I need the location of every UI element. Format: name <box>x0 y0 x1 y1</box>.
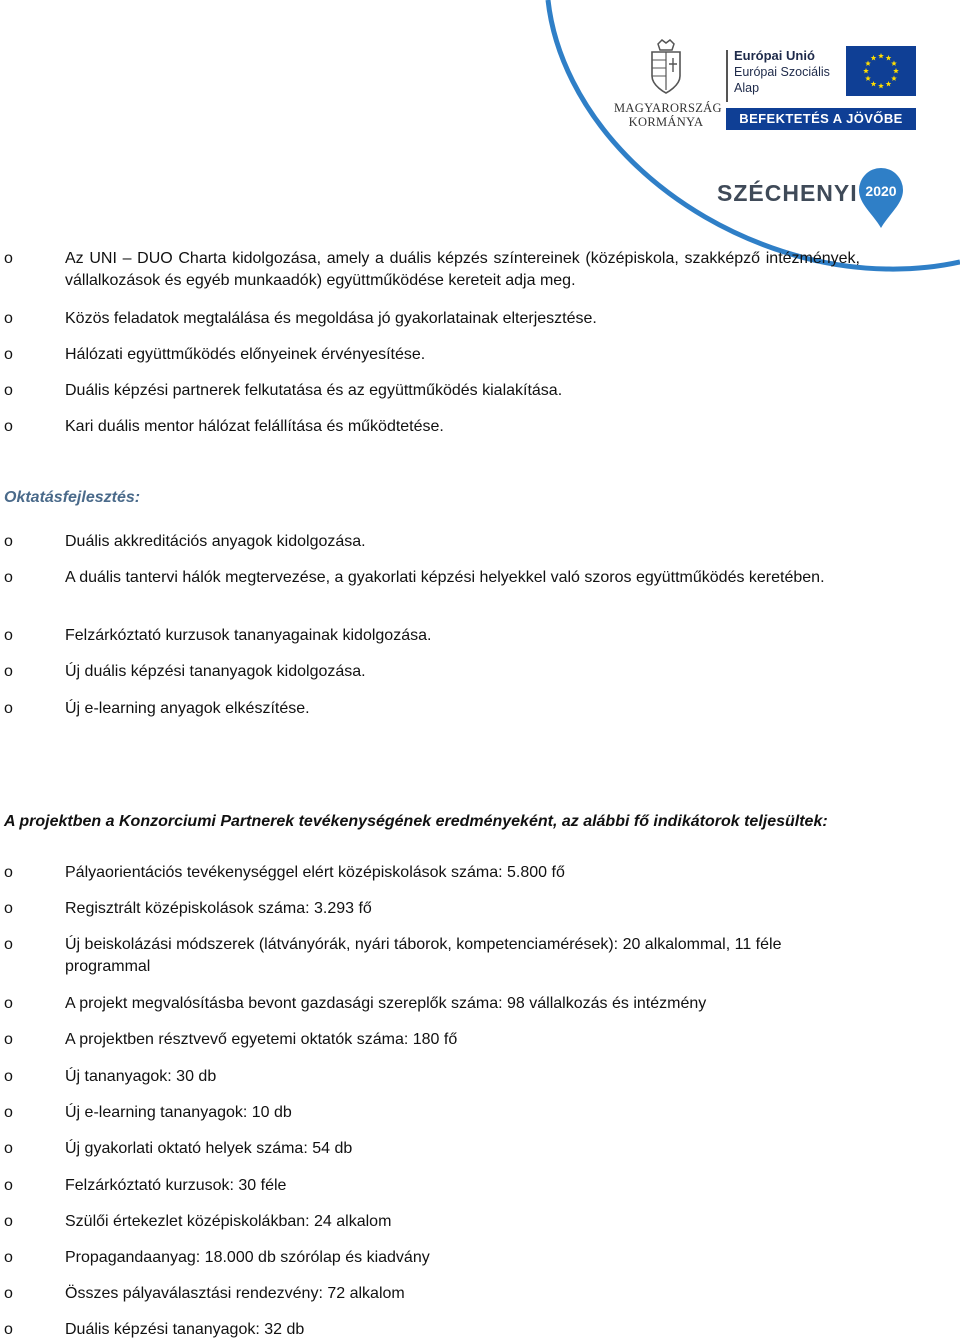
bullet: o <box>4 250 13 267</box>
list-item-text: Pályaorientációs tevékenységgel elért középiskolások száma: 5.800 fő <box>65 864 565 881</box>
hungarian-government-logo <box>614 38 722 129</box>
bullet: o <box>4 418 13 435</box>
list-item-text: Összes pályaválasztási rendezvény: 72 alkalom <box>65 1285 405 1302</box>
list-item-text: Új tananyagok: 30 db <box>65 1068 217 1085</box>
list-item <box>0 567 960 611</box>
list-item-text: Duális képzési partnerek felkutatása és az együttműködés kialakítása. <box>65 382 563 399</box>
hungarian-coat-of-arms-icon <box>644 38 688 96</box>
bullet: o <box>4 700 13 717</box>
bullet: o <box>4 864 13 881</box>
list-item-text: Szülői értekezlet középiskolákban: 24 alkalom <box>65 1213 392 1230</box>
section-heading-oktatasfejlesztes: Oktatásfejlesztés: <box>4 489 141 506</box>
bullet: o <box>4 1104 13 1121</box>
bullet: o <box>4 900 13 917</box>
list-item-text: Duális akkreditációs anyagok kidolgozása. <box>65 533 366 550</box>
list-item-text: Új duális képzési tananyagok kidolgozása. <box>65 663 366 680</box>
bullet: o <box>4 995 13 1012</box>
list-item-text: Kari duális mentor hálózat felállítása és működtetése. <box>65 418 444 435</box>
list-item-text: Új e-learning anyagok elkészítése. <box>65 700 310 717</box>
bullet: o <box>4 1177 13 1194</box>
hu-logo-line1: MAGYARORSZÁG <box>614 101 722 115</box>
bullet: o <box>4 382 13 399</box>
list-item-text: Propagandaanyag: 18.000 db szórólap és kiadvány <box>65 1249 430 1266</box>
list-item <box>0 934 960 978</box>
bullet: o <box>4 310 13 327</box>
section-heading-indikatorok: A projektben a Konzorciumi Partnerek tevékenységének eredményeként, az alábbi fő indikátorok teljesültek: <box>4 813 828 830</box>
list-item-text: Közös feladatok megtalálása és megoldása jó gyakorlatainak elterjesztése. <box>65 310 597 327</box>
list-item-text: Hálózati együttműködés előnyeinek érvényesítése. <box>65 346 426 363</box>
map-pin-icon <box>855 164 907 230</box>
list-item-text: Új e-learning tananyagok: 10 db <box>65 1104 292 1121</box>
bullet: o <box>4 1068 13 1085</box>
bullet: o <box>4 1213 13 1230</box>
bullet: o <box>4 1321 13 1338</box>
eu-flag-icon <box>846 46 916 96</box>
bullet: o <box>4 663 13 680</box>
hu-logo-line2: KORMÁNYA <box>628 115 704 129</box>
list-item-text: A projekt megvalósításba bevont gazdasági szereplők száma: 98 vállalkozás és intézmény <box>65 995 707 1012</box>
szechenyi-logo <box>717 170 907 230</box>
szechenyi-year: 2020 <box>865 183 897 199</box>
eu-banner: BEFEKTETÉS A JÖVŐBE <box>726 108 916 130</box>
bullet: o <box>4 569 13 586</box>
bullet: o <box>4 936 13 953</box>
bullet: o <box>4 627 13 644</box>
eu-line2: Európai Szociális <box>734 65 830 79</box>
list-item-text: Új beiskolázási módszerek (látványórák, nyári táborok, kompetenciamérések): 20 alkalommal, 11 féle programmal <box>65 936 782 975</box>
eu-divider <box>726 50 728 102</box>
bullet: o <box>4 533 13 550</box>
list-item-text: Új gyakorlati oktató helyek száma: 54 db <box>65 1140 353 1157</box>
list-item-text: Az UNI – DUO Charta kidolgozása, amely a duális képzés színtereinek (középiskola, szakképző intézmények, vállalkozások és egyéb munkaadók) együttműködése kereteit adja meg. <box>65 250 860 289</box>
list-item-text: Felzárkóztató kurzusok: 30 féle <box>65 1177 287 1194</box>
bullet: o <box>4 1140 13 1157</box>
bullet: o <box>4 1285 13 1302</box>
eu-text <box>734 48 830 96</box>
list-item <box>0 248 960 292</box>
bullet: o <box>4 1031 13 1048</box>
eu-line1: Európai Unió <box>734 48 815 63</box>
list-item-text: Felzárkóztató kurzusok tananyagainak kidolgozása. <box>65 627 432 644</box>
bullet: o <box>4 1249 13 1266</box>
list-item-text: Regisztrált középiskolások száma: 3.293 fő <box>65 900 372 917</box>
bullet: o <box>4 346 13 363</box>
szechenyi-text: SZÉCHENYI <box>717 180 858 206</box>
eu-line3: Alap <box>734 81 760 95</box>
list-item-text: A duális tantervi hálók megtervezése, a gyakorlati képzési helyekkel való szoros együttműködés keretében. <box>65 569 825 586</box>
list-item-text: A projektben résztvevő egyetemi oktatók száma: 180 fő <box>65 1031 458 1048</box>
list-item-text: Duális képzési tananyagok: 32 db <box>65 1321 305 1338</box>
